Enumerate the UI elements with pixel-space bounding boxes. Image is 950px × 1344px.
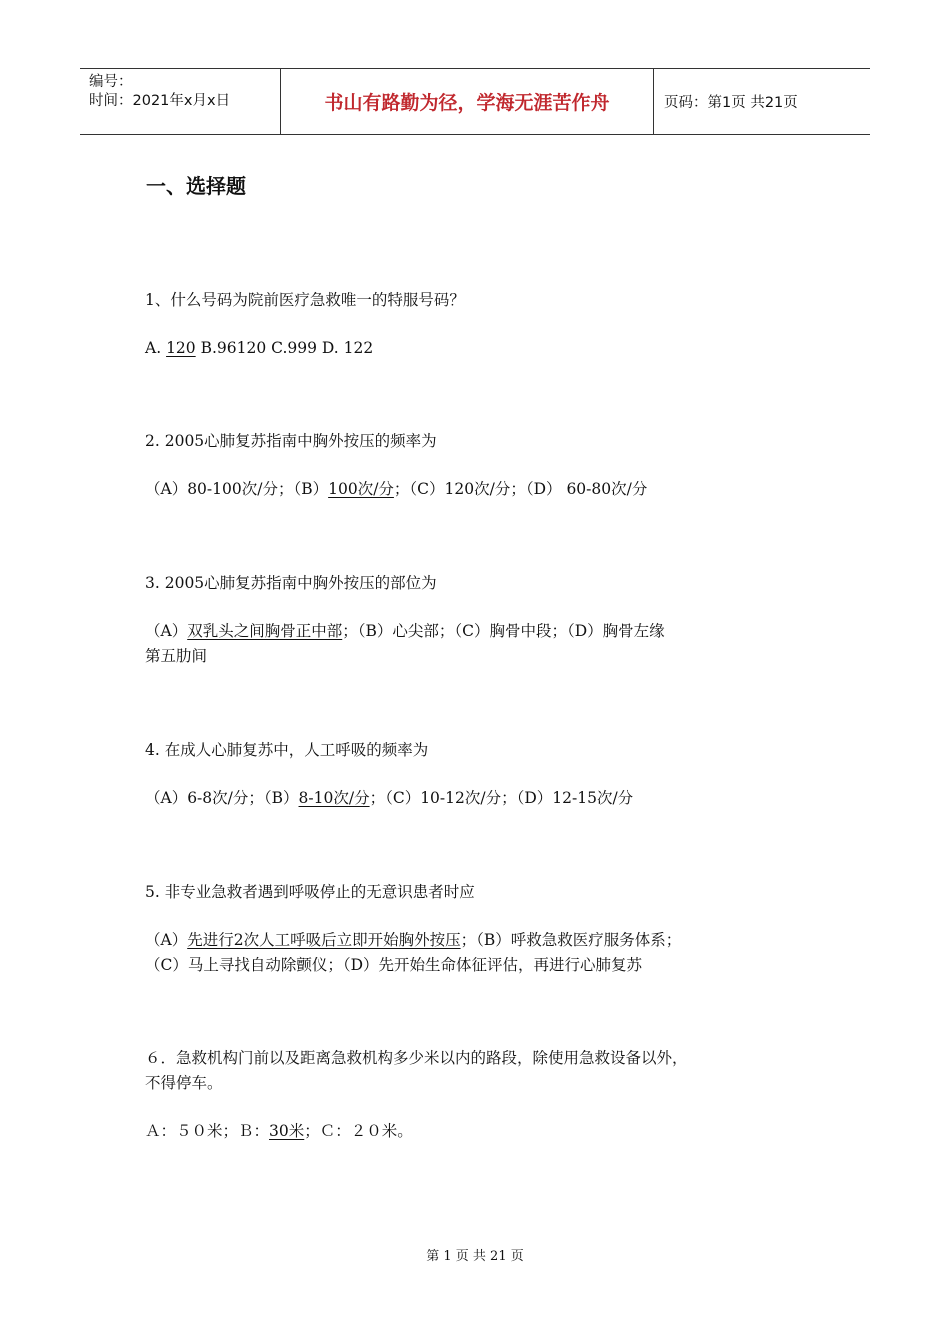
- question-6-options: Ａ：５０米；Ｂ：30米；Ｃ：２０米。: [145, 1122, 413, 1140]
- question-5-text: 5. 非专业急救者遇到呼吸停止的无意识患者时应: [145, 883, 475, 901]
- header-info-cell: [80, 69, 281, 134]
- question-6-text: ６．急救机构门前以及距离急救机构多少米以内的路段，除使用急救设备以外，: [145, 1049, 688, 1067]
- header-page-number: 页码：第1页 共21页: [664, 95, 798, 111]
- question-3-options-cont: 第五肋间: [145, 647, 208, 665]
- question-1-text: 1、什么号码为院前医疗急救唯一的特服号码？: [145, 291, 465, 309]
- question-3-options: （A）双乳头之间胸骨正中部；（B）心尖部；（C）胸骨中段；（D）胸骨左缘: [145, 622, 665, 640]
- section-title: 一、选择题: [146, 174, 246, 198]
- question-6-text-cont: 不得停车。: [145, 1074, 223, 1092]
- answer-highlight: 30米: [269, 1122, 305, 1140]
- answer-highlight: 8-10次/分: [298, 789, 370, 807]
- question-5-options-cont: （C）马上寻找自动除颤仪；（D）先开始生命体征评估，再进行心肺复苏: [145, 956, 643, 974]
- page-header: [80, 68, 870, 135]
- question-5-options: （A）先进行2次人工呼吸后立即开始胸外按压；（B）呼救急救医疗服务体系；: [145, 931, 682, 949]
- question-2-text: 2. 2005心肺复苏指南中胸外按压的频率为: [145, 432, 437, 450]
- answer-highlight: 双乳头之间胸骨正中部: [187, 622, 343, 640]
- question-4-options: （A）6-8次/分；（B）8-10次/分；（C）10-12次/分；（D）12-15次/分: [145, 789, 634, 807]
- question-4-text: 4. 在成人心肺复苏中，人工呼吸的频率为: [145, 741, 429, 759]
- document-date-label: 时间：2021年x月x日: [89, 93, 231, 109]
- answer-highlight: 100次/分: [328, 480, 394, 498]
- question-1-options: A. 120 B.96120 C.999 D. 122: [145, 339, 374, 357]
- header-motto: 书山有路勤为径，学海无涯苦作舟: [281, 69, 654, 134]
- answer-highlight: 120: [166, 339, 196, 357]
- question-2-options: （A）80-100次/分；（B）100次/分；（C）120次/分；（D） 60-80次/分: [145, 480, 648, 498]
- answer-highlight: 先进行2次人工呼吸后立即开始胸外按压: [187, 931, 461, 949]
- question-3-text: 3. 2005心肺复苏指南中胸外按压的部位为: [145, 574, 437, 592]
- document-number-label: 编号：: [89, 74, 133, 90]
- page-footer: 第 1 页 共 21 页: [426, 1249, 524, 1264]
